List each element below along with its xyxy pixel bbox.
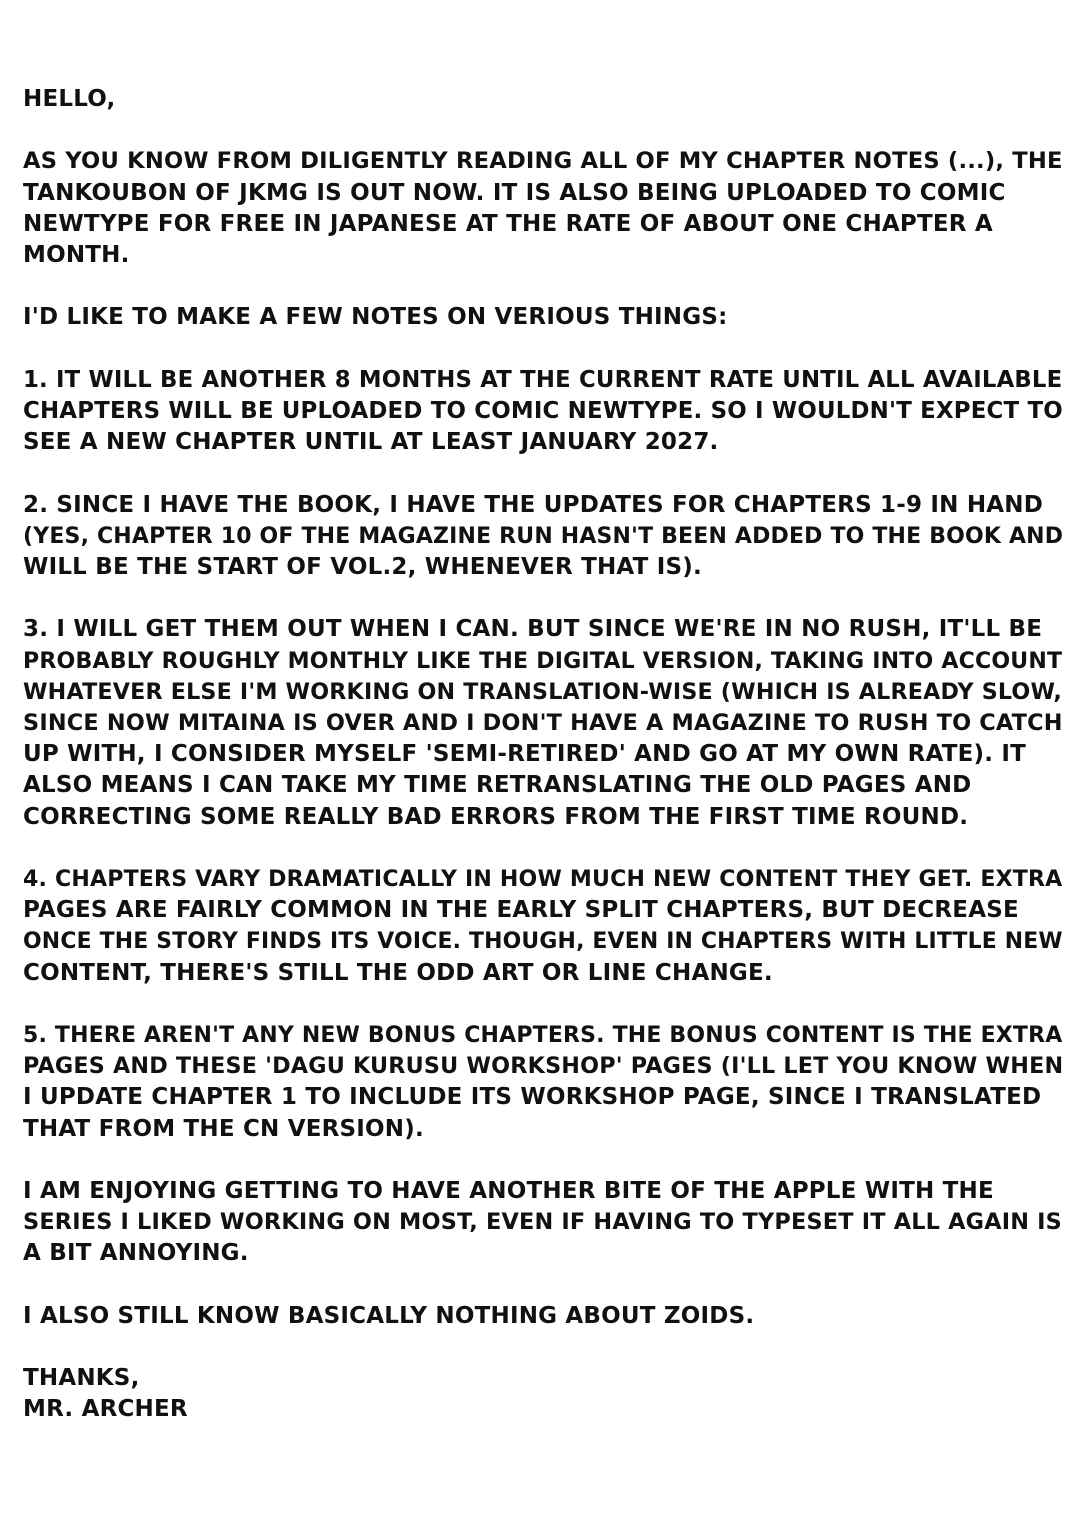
text-line: ONCE THE STORY FINDS ITS VOICE. THOUGH, EVEN IN CHAPTERS WITH LITTLE NEW	[23, 929, 1063, 955]
text-line: WILL BE THE START OF VOL.2, WHENEVER THAT IS).	[23, 553, 702, 580]
sign-off	[23, 1363, 1063, 1425]
paragraph-zoids	[23, 1301, 1063, 1332]
text-line: 1. IT WILL BE ANOTHER 8 MONTHS AT THE CURRENT RATE UNTIL ALL AVAILABLE	[23, 366, 1063, 393]
closing: THANKS,	[23, 1365, 140, 1392]
text-line: CORRECTING SOME REALLY BAD ERRORS FROM THE FIRST TIME ROUND.	[23, 803, 969, 830]
text-line: SEE A NEW CHAPTER UNTIL AT LEAST JANUARY 2027.	[23, 429, 719, 456]
text-line: I ALSO STILL KNOW BASICALLY NOTHING ABOUT ZOIDS.	[23, 1302, 755, 1329]
text-line: A BIT ANNOYING.	[23, 1240, 249, 1267]
text-line: PROBABLY ROUGHLY MONTHLY LIKE THE DIGITAL VERSION, TAKING INTO ACCOUNT	[23, 648, 1063, 674]
text-line: 2. SINCE I HAVE THE BOOK, I HAVE THE UPDATES FOR CHAPTERS 1-9 IN HAND	[23, 491, 1044, 518]
text-line: AS YOU KNOW FROM DILIGENTLY READING ALL OF MY CHAPTER NOTES (...), THE	[23, 148, 1063, 175]
text-line: WHATEVER ELSE I'M WORKING ON TRANSLATION-WISE (WHICH IS ALREADY SLOW,	[23, 678, 1062, 705]
text-line: I AM ENJOYING GETTING TO HAVE ANOTHER BITE OF THE APPLE WITH THE	[23, 1177, 994, 1204]
text-line: NEWTYPE FOR FREE IN JAPANESE AT THE RATE OF ABOUT ONE CHAPTER A	[23, 210, 993, 237]
text-line: 3. I WILL GET THEM OUT WHEN I CAN. BUT SINCE WE'RE IN NO RUSH, IT'LL BE	[23, 616, 1043, 643]
paragraph-note-3	[23, 614, 1063, 832]
text-line: CONTENT, THERE'S STILL THE ODD ART OR LINE CHANGE.	[23, 959, 773, 986]
text-line: I'D LIKE TO MAKE A FEW NOTES ON VERIOUS THINGS:	[23, 304, 728, 331]
text-line: SERIES I LIKED WORKING ON MOST, EVEN IF HAVING TO TYPESET IT ALL AGAIN IS	[23, 1209, 1062, 1236]
greeting	[23, 84, 1063, 115]
text-line: SINCE NOW MITAINA IS OVER AND I DON'T HAVE A MAGAZINE TO RUSH TO CATCH	[23, 709, 1063, 736]
paragraph-note-4	[23, 864, 1063, 989]
paragraph-enjoying	[23, 1176, 1063, 1270]
paragraph-note-5	[23, 1020, 1063, 1145]
text-line: I UPDATE CHAPTER 1 TO INCLUDE ITS WORKSHOP PAGE, SINCE I TRANSLATED	[23, 1084, 1042, 1111]
greeting-line: HELLO,	[23, 86, 116, 112]
letter	[23, 84, 1063, 1426]
text-line: 4. CHAPTERS VARY DRAMATICALLY IN HOW MUCH NEW CONTENT THEY GET. EXTRA	[23, 866, 1063, 892]
text-line: 5. THERE AREN'T ANY NEW BONUS CHAPTERS. THE BONUS CONTENT IS THE EXTRA	[23, 1022, 1063, 1048]
paragraph-intro	[23, 146, 1063, 271]
text-line: ALSO MEANS I CAN TAKE MY TIME RETRANSLATING THE OLD PAGES AND	[23, 772, 972, 799]
text-line: MONTH.	[23, 242, 130, 268]
signature: MR. ARCHER	[23, 1396, 188, 1423]
text-line: TANKOUBON OF JKMG IS OUT NOW. IT IS ALSO BEING UPLOADED TO COMIC	[23, 179, 1006, 206]
text-line: UP WITH, I CONSIDER MYSELF 'SEMI-RETIRED' AND GO AT MY OWN RATE). IT	[23, 741, 1027, 768]
text-line: (YES, CHAPTER 10 OF THE MAGAZINE RUN HASN'T BEEN ADDED TO THE BOOK AND	[23, 523, 1064, 549]
text-line: PAGES ARE FAIRLY COMMON IN THE EARLY SPLIT CHAPTERS, BUT DECREASE	[23, 897, 1019, 924]
paragraph-notes-lead	[23, 302, 1063, 333]
paragraph-note-2	[23, 490, 1063, 584]
paragraph-note-1	[23, 365, 1063, 459]
text-line: THAT FROM THE CN VERSION).	[23, 1115, 424, 1142]
text-line: PAGES AND THESE 'DAGU KURUSU WORKSHOP' PAGES (I'LL LET YOU KNOW WHEN	[23, 1053, 1064, 1080]
text-line: CHAPTERS WILL BE UPLOADED TO COMIC NEWTYPE. SO I WOULDN'T EXPECT TO	[23, 397, 1063, 424]
